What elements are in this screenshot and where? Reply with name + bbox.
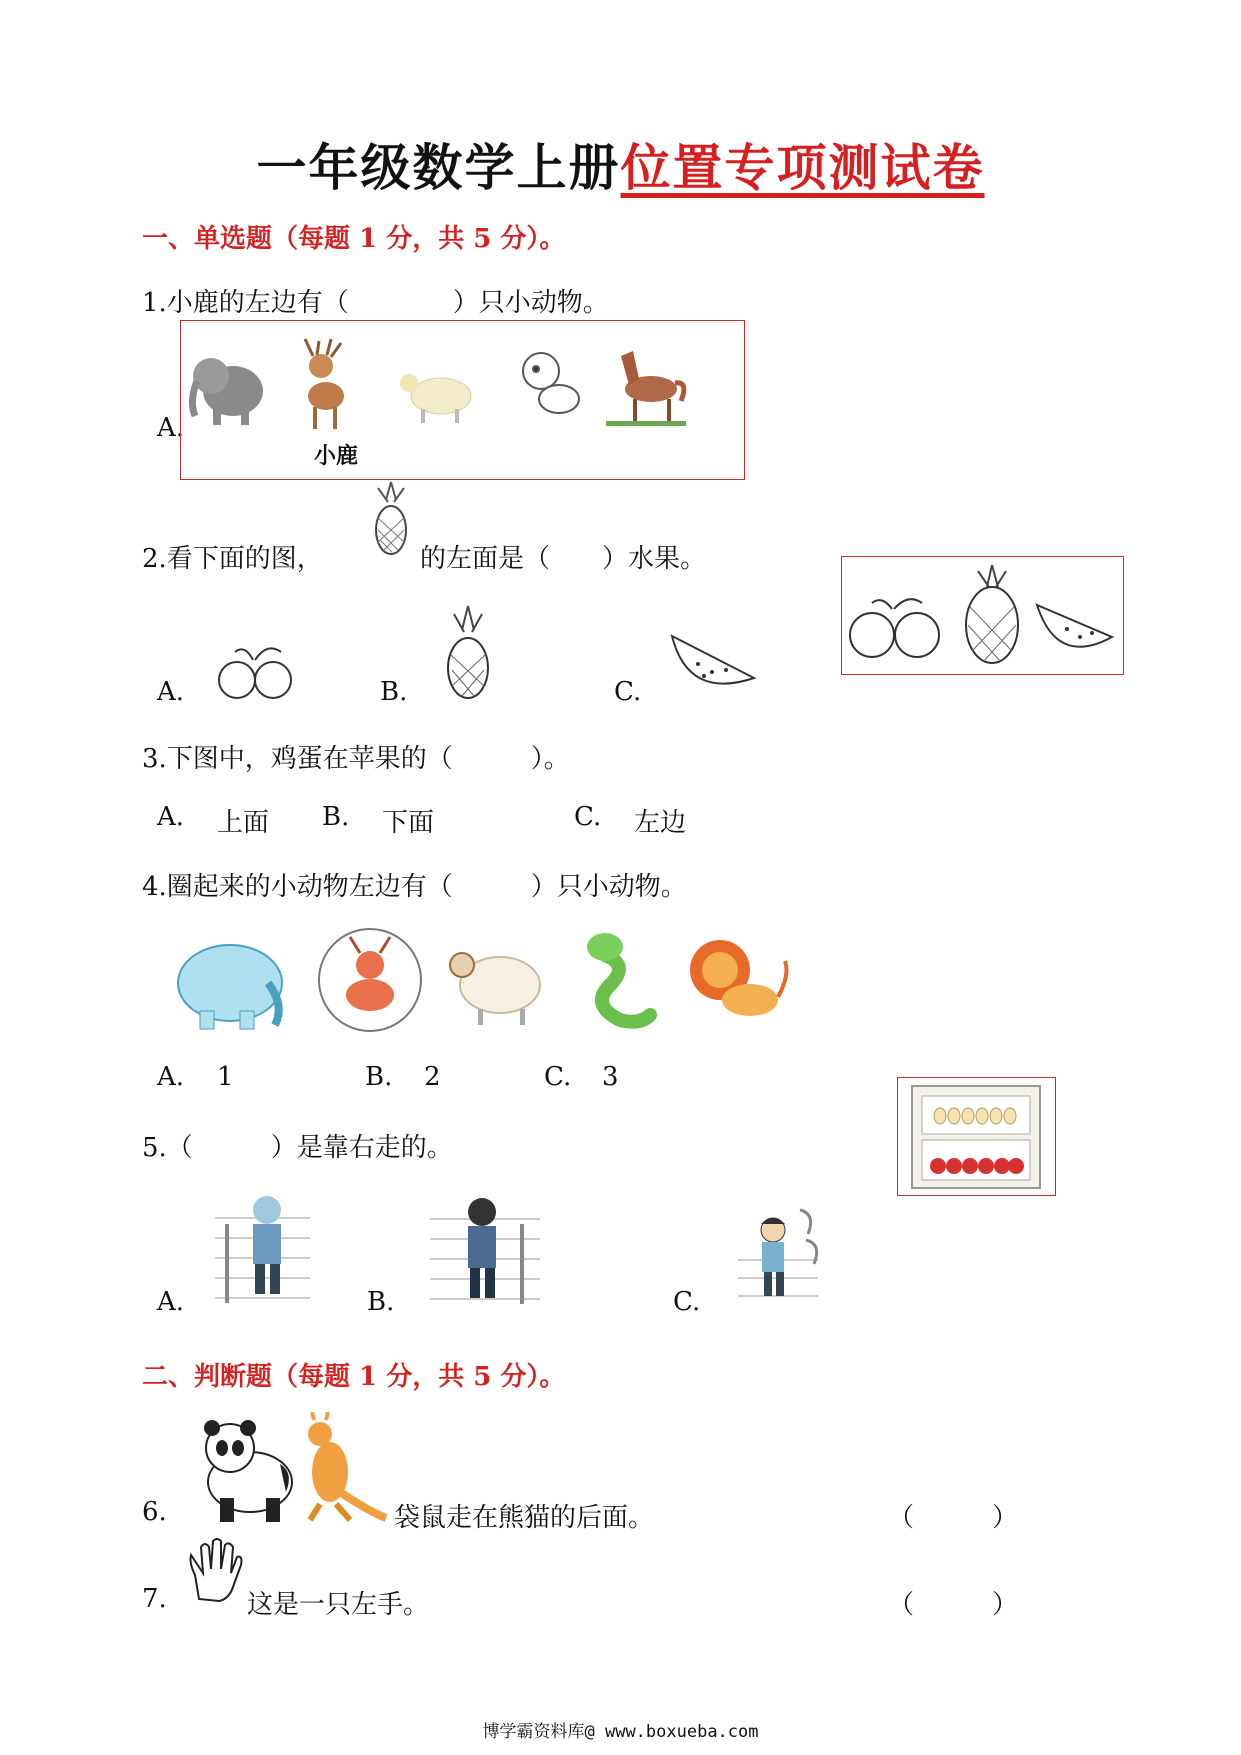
footer-watermark: 博学霸资料库@ www.boxueba.com: [482, 1722, 759, 1742]
q2-prefix: 2.看下面的图，: [142, 544, 323, 574]
q4-option-b-label: B.: [365, 1062, 393, 1092]
q1-animals-box: [180, 320, 745, 480]
elephant-cartoon-icon: [178, 945, 282, 1029]
q4-option-a-text: 1: [217, 1062, 234, 1092]
stairs-child-b-icon: [430, 1194, 540, 1306]
section1-heading: 一、单选题（每题 1 分，共 5 分）。: [142, 224, 566, 254]
puppy-icon: [523, 353, 579, 413]
deer-label: 小鹿: [314, 444, 359, 469]
q5-option-a: A.: [157, 1287, 185, 1317]
title-red: 位置专项测试卷: [620, 139, 985, 197]
q4-animals-illustration: [160, 925, 820, 1035]
q2-fruit-box: [841, 556, 1124, 675]
watermelon-icon: [1037, 605, 1112, 647]
stairs-child-a-icon: [215, 1188, 310, 1308]
q4-text: 4.圈起来的小动物左边有（ ）只小动物。: [142, 872, 687, 902]
q2-option-c: C.: [614, 677, 642, 707]
pineapple-icon: [366, 478, 416, 558]
snake-icon: [587, 933, 650, 1022]
q3-option-c-label: C.: [574, 802, 602, 832]
q2-option-b: B.: [380, 677, 408, 707]
q3-option-c-text: 左边: [634, 808, 687, 838]
q4-option-a-label: A.: [157, 1062, 185, 1092]
q4-option-c-text: 3: [602, 1062, 619, 1092]
q4-option-b-text: 2: [424, 1062, 441, 1092]
q6-answer[interactable]: （ ）: [888, 1503, 1019, 1533]
q3-option-b-label: B.: [322, 802, 350, 832]
q2-fruit-illustration: [842, 557, 1123, 674]
sheep-icon: [400, 374, 471, 423]
q6-num: 6.: [142, 1497, 167, 1527]
watermelon-option-icon: [668, 628, 758, 700]
hand-icon: [185, 1535, 247, 1603]
q3-option-a-text: 上面: [217, 808, 270, 838]
page-title: [0, 128, 1241, 200]
q1-option-a: A.: [157, 413, 185, 443]
fridge-box: [897, 1077, 1056, 1196]
pineapple-icon-box: [966, 565, 1018, 663]
stairs-child-c-icon: [738, 1200, 833, 1308]
q6-text: 袋鼠走在熊猫的后面。: [394, 1503, 655, 1533]
section2-heading: 二、判断题（每题 1 分，共 5 分）。: [142, 1362, 566, 1392]
q2-option-a: A.: [157, 677, 185, 707]
deer-icon: [305, 339, 344, 429]
panda-kangaroo-illustration: [190, 1412, 390, 1524]
ram-icon: [450, 953, 540, 1025]
q2-suffix: 的左面是（ ）水果。: [420, 544, 707, 574]
panda-icon: [204, 1420, 292, 1522]
deer-circled-icon: [319, 929, 421, 1031]
q7-text: 这是一只左手。: [247, 1590, 430, 1620]
q7-num: 7.: [142, 1584, 167, 1614]
title-black: 一年级数学上册: [256, 139, 621, 197]
q5-option-b: B.: [367, 1287, 395, 1317]
q1-animals-illustration: [181, 321, 744, 479]
q3-option-b-text: 下面: [382, 808, 435, 838]
elephant-icon: [192, 358, 263, 425]
lion-icon: [690, 940, 786, 1016]
q7-answer[interactable]: （ ）: [888, 1590, 1019, 1620]
fridge-icon: [898, 1078, 1055, 1195]
kangaroo-icon: [308, 1412, 386, 1520]
q3-option-a-label: A.: [157, 802, 185, 832]
q3-text: 3.下图中，鸡蛋在苹果的（ ）。: [142, 744, 570, 774]
q4-option-c-label: C.: [544, 1062, 572, 1092]
q1-text: 1.小鹿的左边有（ ）只小动物。: [142, 288, 609, 318]
q5-option-c: C.: [673, 1287, 701, 1317]
horse-icon: [606, 351, 686, 426]
q5-text: 5.（ ）是靠右走的。: [142, 1133, 453, 1163]
pineapple-option-icon: [438, 602, 498, 702]
lychee-icon: [850, 599, 939, 657]
lychee-option-icon: [215, 634, 300, 704]
